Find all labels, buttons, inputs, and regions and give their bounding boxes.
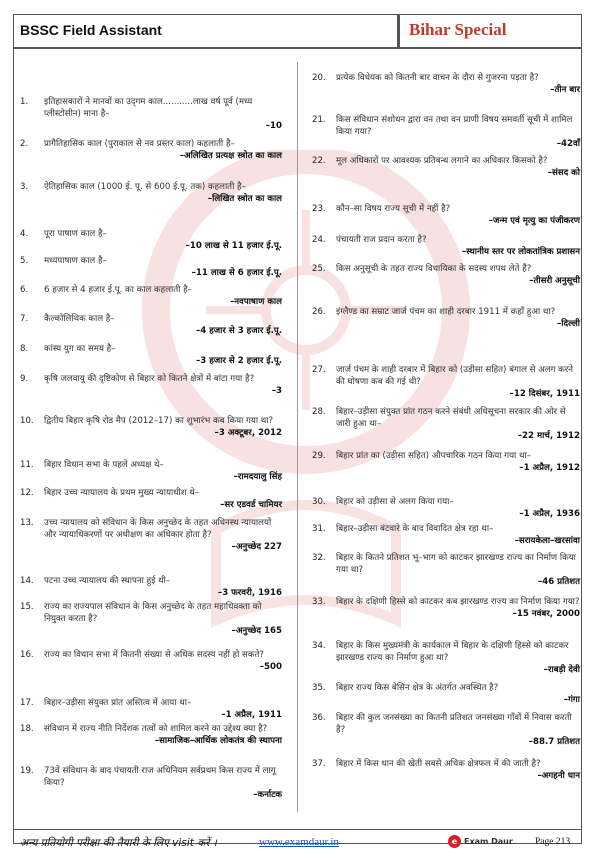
question-answer: –15 नवंबर, 2000	[512, 609, 580, 619]
question-number: 8.	[20, 344, 29, 354]
question-item	[20, 181, 282, 205]
question-text: बिहार–उड़ीसा संयुक्त प्रांत गठन करने संबंधी अधिसूचना सरकार की ओर से जारी हुआ था–	[336, 407, 566, 429]
question-item	[20, 517, 282, 553]
question-text: प्रागैतिहासिक काल (पुराकाल से नव प्रस्तर काल) कहलाती है–	[44, 139, 235, 149]
question-text: कौन–सा विषय राज्य सूची में नहीं है?	[336, 204, 451, 214]
question-answer: –कर्नाटक	[253, 790, 282, 800]
question-answer: –सामाजिक–आर्थिक लोकतंत्र की स्थापना	[154, 736, 282, 746]
exam-daur-logo-icon: e	[448, 835, 461, 848]
question-text: किस संविधान संशोधन द्वारा वन तथा वन प्राणी विषय समवर्ती सूची में शामिल किया गया?	[336, 115, 573, 137]
question-number: 20.	[312, 73, 326, 83]
question-item	[20, 601, 282, 637]
question-number: 3.	[20, 182, 29, 192]
question-number: 4.	[20, 229, 29, 239]
question-item	[312, 114, 580, 150]
question-item	[312, 263, 580, 287]
question-text: संविधान में राज्य नीति निर्देशक तत्वों को शामिल करने का उद्देश्य क्या है?	[44, 724, 268, 734]
question-number: 7.	[20, 314, 29, 324]
question-text: पटना उच्च न्यायालय की स्थापना हुई थी–	[44, 576, 171, 586]
question-item	[20, 487, 282, 511]
question-number: 23.	[312, 204, 326, 214]
question-number: 35.	[312, 683, 326, 693]
question-number: 5.	[20, 256, 29, 266]
question-item	[20, 373, 282, 397]
question-text: बिहार में किस धान की खेती सबसे अधिक क्षेत्रफल में की जाती है?	[336, 759, 541, 769]
question-text: किस अनुसूची के तहत राज्य विधायिका के सदस्य शपथ लेते हैं?	[336, 264, 532, 274]
question-text: बिहार के दक्षिणी हिस्से को काटकर कब झारखण्ड राज्य का निर्माण किया गया?	[336, 597, 580, 607]
question-item	[312, 306, 580, 330]
question-number: 29.	[312, 451, 326, 461]
question-text: 73वें संविधान के बाद पंचायती राज अधिनियम सर्वप्रथम किस राज्य में लागू किया?	[44, 766, 276, 788]
question-answer: –राबड़ी देवी	[543, 665, 580, 675]
question-number: 27.	[312, 365, 326, 375]
question-item	[20, 255, 282, 279]
question-number: 10.	[20, 416, 34, 426]
question-item	[312, 712, 580, 748]
question-item	[20, 697, 282, 721]
question-number: 34.	[312, 641, 326, 651]
question-answer: –1 अप्रैल, 1911	[221, 710, 282, 720]
question-answer: –10	[265, 121, 282, 131]
question-number: 25.	[312, 264, 326, 274]
question-answer: –1 अप्रैल, 1936	[519, 509, 580, 519]
question-text: जार्ज पंचम के शाही दरबार में बिहार को (उड़ीसा सहित) बंगाल से अलग करने की घोषणा कब की गई थी?	[336, 365, 574, 387]
footer-logo-text: Exam Daur	[464, 836, 513, 846]
question-text: प्रत्येक विधेयक को कितनी बार वाचन के दौरा से गुजरना पड़ता है?	[336, 73, 539, 83]
question-text: इतिहासकारों ने मानवों का उद्‌गम काल...........लाख वर्ष पूर्व (मध्य प्लीस्टोसीन) माना है–	[44, 97, 253, 119]
question-number: 2.	[20, 139, 29, 149]
question-number: 24.	[312, 235, 326, 245]
question-text: पूरा पाषाण काल है–	[44, 229, 107, 239]
question-answer: –तीन बार	[550, 85, 580, 95]
question-text: उच्च न्यायालय को संविधान के किस अनुच्छेद के तहत अधिनस्थ न्यायालयों और न्यायाधिकरणों पर अधीक्षण का अधिकार होता है?	[44, 518, 272, 540]
question-number: 16.	[20, 650, 34, 660]
footer-logo	[448, 834, 513, 848]
question-number: 36.	[312, 713, 326, 723]
question-text: बिहार राज्य किस बेसिन क्षेत्र के अंतर्गत अवस्थित है?	[336, 683, 499, 693]
header-section-title: Bihar Special	[409, 20, 507, 39]
question-answer: –अगहनी धान	[537, 771, 580, 781]
question-answer: –500	[259, 662, 282, 672]
question-item	[20, 723, 282, 747]
question-answer: –3	[271, 386, 282, 396]
column-divider	[297, 62, 298, 812]
question-answer: –11 लाख से 6 हजार ई.पू.	[191, 268, 282, 278]
question-answer: –तीसरी अनुसूची	[529, 276, 580, 286]
page-header	[14, 15, 581, 49]
question-number: 37.	[312, 759, 326, 769]
question-item	[20, 96, 282, 132]
footer-website-link[interactable]: www.examdaur.in	[259, 836, 339, 848]
question-number: 22.	[312, 156, 326, 166]
question-answer: –दिल्ली	[556, 319, 580, 329]
footer-rule	[14, 829, 581, 830]
question-number: 32.	[312, 553, 326, 563]
question-answer: –रामदयालु सिंह	[233, 472, 282, 482]
question-item	[312, 682, 580, 706]
question-item	[20, 228, 282, 252]
question-answer: –42वाँ	[556, 139, 580, 149]
question-item	[312, 496, 580, 520]
question-number: 11.	[20, 460, 34, 470]
page-number: Page 213	[535, 837, 571, 847]
question-item	[20, 459, 282, 483]
question-item	[312, 523, 580, 547]
question-number: 9.	[20, 374, 29, 384]
question-text: बिहार उच्च न्यायालय के प्रथम मुख्य न्यायाधीश थे–	[44, 488, 200, 498]
question-item	[312, 364, 580, 400]
question-answer: –22 मार्च, 1912	[517, 431, 580, 441]
question-number: 18.	[20, 724, 34, 734]
question-answer: –सर एडवर्ड चामियर	[220, 500, 282, 510]
question-item	[20, 284, 282, 308]
question-number: 13.	[20, 518, 34, 528]
question-text: बिहार विधान सभा के पहले अध्यक्ष थे–	[44, 460, 164, 470]
question-answer: –संसद को	[547, 168, 580, 178]
question-answer: –अनुच्छेद 227	[231, 542, 282, 552]
question-text: बिहार प्रांत का (उड़ीसा सहित) औपचारिक गठन किया गया था–	[336, 451, 532, 461]
question-answer: –88.7 प्रतिशत	[528, 737, 580, 747]
question-answer: –गंगा	[563, 695, 580, 705]
question-answer: –सरायकेला–खरसांवा	[514, 536, 580, 546]
question-item	[312, 234, 580, 258]
question-answer: –लिखित स्त्रोत का काल	[207, 194, 282, 204]
question-item	[20, 649, 282, 673]
question-answer: –10 लाख से 11 हजार ई.पू.	[185, 241, 282, 251]
question-text: मध्यपाषाण काल है–	[44, 256, 107, 266]
question-text: बिहार–उड़ीसा बंटवारे के बाद विवादित क्षेत्र रहा था–	[336, 524, 494, 534]
header-divider	[397, 15, 400, 49]
question-answer: –जन्म एवं मृत्यु का पंजीकरण	[488, 216, 580, 226]
question-text: कांस्य युग का समय है–	[44, 344, 116, 354]
question-number: 28.	[312, 407, 326, 417]
question-text: इंग्लैण्ड का सम्राट जार्ज पंचम का शाही दरबार 1911 में कहाँ हुआ था?	[336, 307, 556, 317]
question-item	[312, 596, 580, 620]
question-number: 33.	[312, 597, 326, 607]
question-text: बिहार के किस मुख्यमंत्री के कार्यकाल में बिहार के दक्षिणी हिस्से को काटकर झारखण्ड राज्य का निर्माण हुआ था?	[336, 641, 569, 663]
question-answer: –1 अप्रैल, 1912	[519, 463, 580, 473]
question-answer: –अनुच्छेद 165	[231, 626, 282, 636]
header-exam-title: BSSC Field Assistant	[20, 22, 162, 38]
question-text: मूल अधिकारों पर आवश्यक प्रतिबन्ध लगाने का अधिकार किसको है?	[336, 156, 548, 166]
question-text: पंचायती राज प्रदान करता है?	[336, 235, 427, 245]
question-answer: –12 दिसंबर, 1911	[509, 389, 580, 399]
question-text: बिहार की कुल जनसंख्या का कितनी प्रतिशत जनसंख्या गाँवों में निवास करती है?	[336, 713, 572, 735]
question-answer: –नवपाषाण काल	[229, 297, 282, 307]
question-item	[20, 343, 282, 367]
question-item	[312, 72, 580, 96]
question-number: 21.	[312, 115, 326, 125]
question-item	[20, 575, 282, 599]
question-item	[312, 758, 580, 782]
question-item	[20, 415, 282, 439]
question-number: 1.	[20, 97, 29, 107]
question-answer: –46 प्रतिशत	[537, 577, 580, 587]
question-number: 19.	[20, 766, 34, 776]
question-text: कैल्कोलिथिक काल है–	[44, 314, 115, 324]
question-text: राज्य का राज्यपाल संविधान के किस अनुच्छेद के तहत महाधिवक्ता को नियुक्त करता है?	[44, 602, 262, 624]
question-answer: –अलिखित प्रत्यक्ष स्त्रोत का काल	[179, 151, 282, 161]
question-text: बिहार को उड़ीसा से अलग किया गया–	[336, 497, 454, 507]
question-text: ऐतिहासिक काल (1000 ई. पू. से 600 ई.पू. तक) कहलाती है–	[44, 182, 246, 192]
question-item	[312, 406, 580, 442]
question-text: 6 हजार से 4 हजार ई.पू. का काल कहलाती है–	[44, 285, 192, 295]
question-text: राज्य का विधान सभा में कितनी संख्या से अधिक सदस्य नहीं हो सकते?	[44, 650, 264, 660]
question-item	[312, 155, 580, 179]
question-number: 6.	[20, 285, 29, 295]
question-answer: –3 हजार से 2 हजार ई.पू.	[195, 356, 282, 366]
question-item	[20, 138, 282, 162]
question-item	[20, 313, 282, 337]
question-number: 30.	[312, 497, 326, 507]
question-text: कृषि जलवायु की दृष्टिकोण से बिहार को कितने क्षेत्रों में बांटा गया है?	[44, 374, 255, 384]
question-number: 17.	[20, 698, 34, 708]
question-item	[20, 765, 282, 801]
question-number: 31.	[312, 524, 326, 534]
question-item	[312, 203, 580, 227]
question-answer: –4 हजार से 3 हजार ई.पू.	[195, 326, 282, 336]
question-item	[312, 552, 580, 588]
question-number: 12.	[20, 488, 34, 498]
question-text: द्वितीय बिहार कृषि रोड मैप (2012–17) का शुभारंभ कब किया गया था?	[44, 416, 274, 426]
question-text: बिहार–उड़ीसा संयुक्त प्रांत अस्तित्व में आया था–	[44, 698, 192, 708]
question-text: बिहार के कितने प्रतिशत भू–भाग को काटकर झारखण्ड राज्य का निर्माण किया गया था?	[336, 553, 576, 575]
question-number: 14.	[20, 576, 34, 586]
question-answer: –3 अक्टूबर, 2012	[214, 428, 282, 438]
question-number: 26.	[312, 307, 326, 317]
question-number: 15.	[20, 602, 34, 612]
question-answer: –स्थानीय स्तर पर लोकतांत्रिक प्रशासन	[461, 247, 580, 257]
footer-note: अन्य प्रतियोगी परीक्षा की तैयारी के लिए visit करें ।	[20, 837, 217, 849]
question-item	[312, 640, 580, 676]
question-item	[312, 450, 580, 474]
question-answer: –3 फरवरी, 1916	[217, 588, 282, 598]
